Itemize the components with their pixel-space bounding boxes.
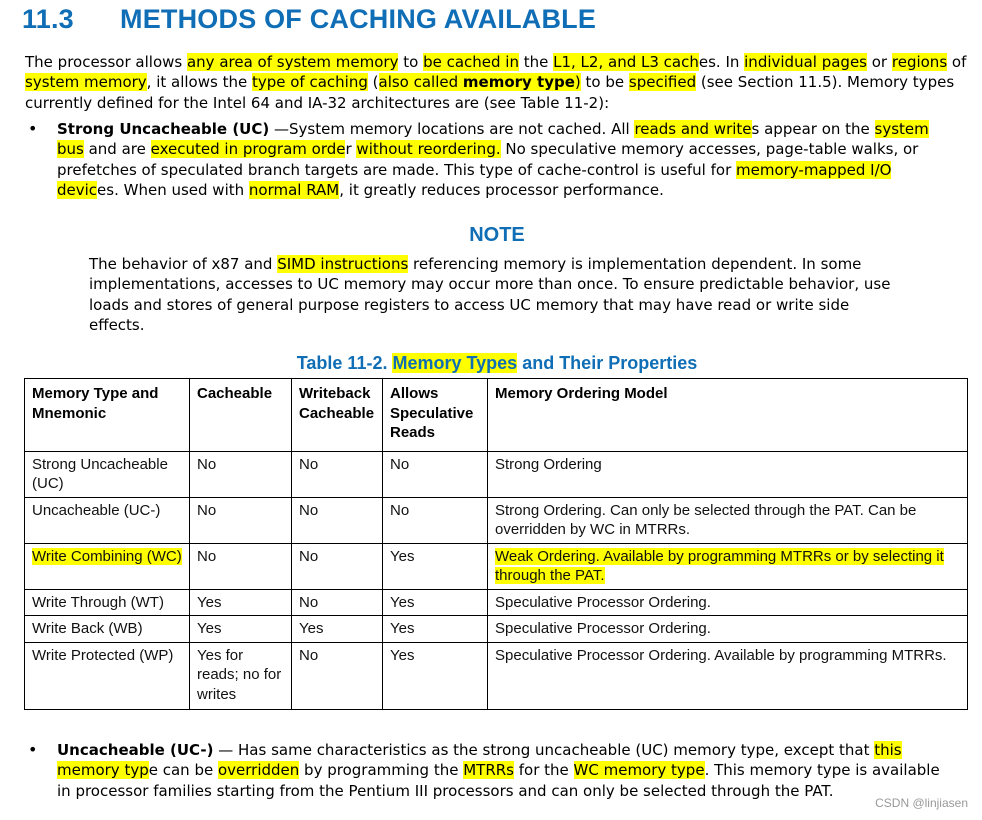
table-cell: Speculative Processor Ordering. — [488, 589, 968, 616]
intro-paragraph: The processor allows any area of system memory to be cached in the L1, L2, and L3 caches. In individual pages or regions of system memory, it allows the type of caching (also called memory type) to be specified (see Section 11.5). Memory types currently defined for the Intel 64 and IA-32 architectures are (see Table 11-2): — [25, 53, 967, 112]
table-cell: Write Through (WT) — [25, 589, 190, 616]
highlight: executed in program orde — [150, 140, 346, 159]
table-cell: Write Protected (WP) — [25, 642, 190, 710]
table-cell — [25, 543, 190, 589]
table-caption: Table 11-2. Memory Types and Their Properties — [296, 353, 698, 373]
table-cell: Yes — [190, 616, 292, 643]
memory-types-table — [24, 378, 968, 710]
table-cell: Speculative Processor Ordering. — [488, 616, 968, 643]
table-cell: Strong Ordering — [488, 451, 968, 497]
highlight: normal RAM — [248, 180, 340, 199]
table-cell: Yes — [383, 589, 488, 616]
term: Uncacheable (UC-) — [57, 741, 214, 759]
note-title: NOTE — [469, 224, 525, 246]
table-cell: No — [292, 543, 383, 589]
highlight: system bus — [57, 120, 929, 159]
highlight: type of caching — [251, 73, 368, 92]
section-heading — [22, 4, 596, 35]
table-cell: Yes — [383, 543, 488, 589]
table-cell — [488, 543, 968, 589]
table-cell: Uncacheable (UC-) — [25, 497, 190, 543]
highlight: this memory typ — [57, 741, 902, 780]
note-body: The behavior of x87 and SIMD instructions referencing memory is implementation dependent. In some implementations, accesses to UC memory may occur more than once. To ensure predictable behavior, use loads and stores of general purpose registers to access UC memory that may have read or write side effects. — [89, 255, 891, 334]
highlight: reads and write — [634, 120, 752, 138]
column-header: Cacheable — [190, 379, 292, 452]
table-cell: No — [383, 451, 488, 497]
highlight: also called memory type) — [378, 73, 581, 92]
section-title: METHODS OF CACHING AVAILABLE — [120, 4, 597, 34]
table-header-row — [25, 379, 968, 452]
bullet-strong-uncacheable: • Strong Uncacheable (UC) —System memory locations are not cached. All reads and writes appear on the system bus and are executed in program order without reordering. No speculative memory accesses, page-table walks, or prefetches of speculated branch targets are made. This type of cache-control is useful for memory-mapped I/O devices. When used with normal RAM, it greatly reduces processor performance. — [28, 119, 929, 199]
highlight: regions — [891, 53, 948, 71]
bullet-dot: • — [28, 119, 38, 138]
table-cell: Speculative Processor Ordering. Available by programming MTRRs. — [488, 642, 968, 710]
table-cell: Strong Ordering. Can only be selected through the PAT. Can be overridden by WC in MTRRs. — [488, 497, 968, 543]
table-cell: Strong Uncacheable (UC) — [25, 451, 190, 497]
column-header: Memory Ordering Model — [488, 379, 968, 452]
table-cell: No — [190, 543, 292, 589]
highlight: any area of system memory — [186, 53, 399, 71]
highlight: overridden — [217, 761, 300, 780]
highlight: Write Combining (WC) — [32, 547, 182, 565]
bullet-uncacheable: • Uncacheable (UC-) — Has same characteristics as the strong uncacheable (UC) memory type, except that this memory type can be overridden by programming the MTRRs for the WC memory type. This memory type is available in processor families starting from the Pentium III processors and can only be selected through the PAT. — [28, 740, 940, 800]
table-row — [25, 451, 968, 497]
table-cell: No — [292, 451, 383, 497]
highlight: Memory Types — [392, 353, 518, 373]
highlight: be cached in — [423, 53, 519, 71]
table-cell: No — [190, 451, 292, 497]
highlight: specified — [628, 73, 697, 92]
table-cell: No — [383, 497, 488, 543]
highlight: WC memory type — [573, 761, 705, 780]
watermark: CSDN @linjiasen — [875, 796, 968, 810]
table-row — [25, 616, 968, 643]
column-header: Memory Type and Mnemonic — [25, 379, 190, 452]
table-cell: No — [292, 497, 383, 543]
table-cell: Yes — [190, 589, 292, 616]
table-row — [25, 497, 968, 543]
table-row — [25, 589, 968, 616]
highlight: MTRRs — [463, 761, 514, 780]
table-cell: No — [190, 497, 292, 543]
table-cell: Yes — [383, 616, 488, 643]
table-cell: Yes for reads; no for writes — [190, 642, 292, 710]
table-cell: Yes — [292, 616, 383, 643]
highlight: without reordering. — [356, 140, 501, 159]
term: Strong Uncacheable (UC) — [57, 120, 270, 138]
table-cell: Yes — [383, 642, 488, 710]
table-row — [25, 642, 968, 710]
highlight: individual pages — [744, 53, 867, 71]
bullet-dot: • — [28, 740, 38, 759]
column-header: Allows Speculative Reads — [383, 379, 488, 452]
table-row — [25, 543, 968, 589]
table-cell: No — [292, 589, 383, 616]
column-header: Writeback Cacheable — [292, 379, 383, 452]
highlight: memory-mapped I/O devic — [57, 160, 892, 199]
highlight: SIMD instructions — [277, 255, 409, 273]
highlight: Weak Ordering. Available by programming MTRRs or by selecting it through the PAT. — [495, 547, 944, 584]
section-number: 11.3 — [22, 4, 74, 34]
table-cell: Write Back (WB) — [25, 616, 190, 643]
table-cell: No — [292, 642, 383, 710]
highlight: system memory — [25, 73, 147, 92]
highlight: L1, L2, and L3 cach — [553, 53, 699, 71]
